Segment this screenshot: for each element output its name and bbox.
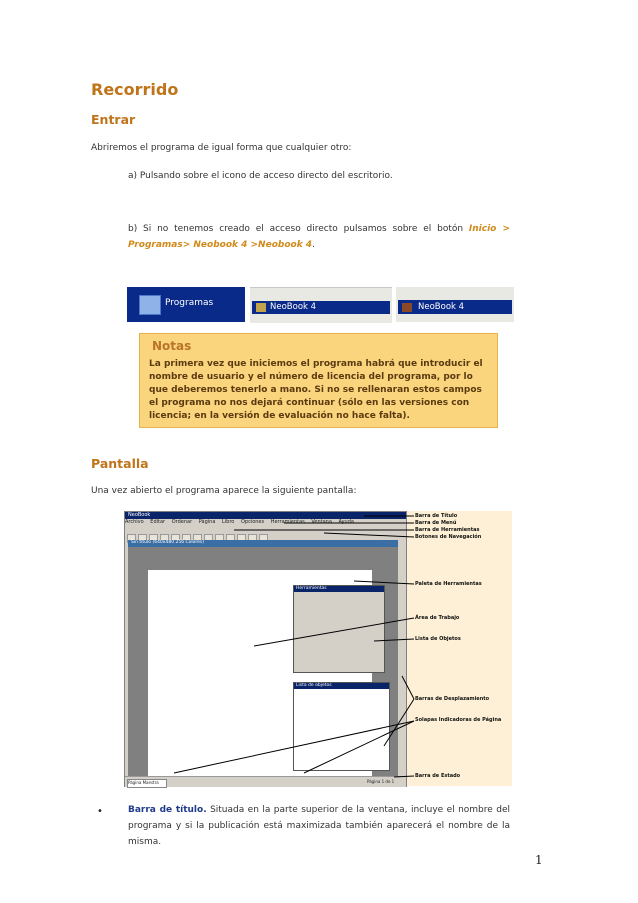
entrar-intro: Abriremos el programa de igual forma que cualquier otro:: [91, 143, 352, 153]
notes-box: [139, 333, 498, 428]
label-tools-bar: Barra de Herramientas: [415, 527, 480, 533]
annotation-arrows: [124, 511, 512, 786]
page-indicator: Página 1 de 1: [367, 779, 395, 784]
folder-icon: [256, 303, 266, 312]
notes-body: La primera vez que iniciemos el programa habrá que introducir el nombre de usuario y el número de licencia del programa, por lo que deberemos tenerlo a mano. Si no se rellenaran estos campos el programa no nos dejará continuar (sólo en las versiones con licencia; en la versión de evaluación no hace falta).: [149, 359, 483, 421]
label-tool-palette: Paleta de Herramientas: [415, 581, 482, 587]
label-nav-buttons: Botones de Navegación: [415, 534, 482, 540]
label-page-tabs: Solapas Indicadoras de Página: [415, 717, 502, 723]
menu-pagina: Página: [198, 519, 216, 525]
menu-ventana: Ventana: [311, 519, 332, 525]
bullet-term: Barra de título.: [128, 805, 207, 815]
neobook-screenshot: [124, 511, 512, 786]
menu-item-label: NeoBook 4: [418, 302, 465, 312]
label-object-list: Lista de Objetos: [415, 636, 461, 642]
menu-opciones: Opciones: [240, 519, 265, 525]
pantalla-intro: Una vez abierto el programa aparece la siguiente pantalla:: [91, 486, 357, 496]
page-heading: Recorrido: [91, 80, 179, 99]
entrar-step-a: a) Pulsando sobre el icono de acceso directo del escritorio.: [128, 171, 393, 181]
menu-archivo: Archivo: [125, 519, 144, 525]
entrar-step-b: [128, 221, 510, 253]
palette-title: Herramientas: [296, 586, 327, 591]
section-title-entrar: Entrar: [91, 112, 136, 127]
menu-libro: Libro: [222, 519, 235, 525]
menu-item-label: NeoBook 4: [270, 302, 317, 312]
label-title-bar: Barra de Título: [415, 513, 458, 519]
window-title: NeoBook: [128, 512, 151, 518]
bullet-marker: •: [97, 806, 103, 817]
object-list-title: Lista de objetos: [296, 683, 332, 688]
folder-icon: [139, 295, 161, 315]
step-b-end: .: [312, 240, 315, 250]
step-b-path: Inicio > Programas> Neobook 4 >Neobook 4: [128, 224, 510, 250]
document-title: Sin título (640x480 256 Colores): [131, 540, 205, 545]
label-menu-bar: Barra de Menú: [415, 520, 457, 526]
step-b-prefix: b) Si no tenemos creado el acceso directo pulsamos sobre el botón: [128, 224, 464, 234]
page-number: 1: [535, 853, 543, 867]
bullet-text: Situada en la parte superior de la ventana, incluye el nombre del programa y si la publicación está maximizada también aparecerá el nombre de la misma.: [128, 805, 510, 847]
bullet-item: [128, 802, 510, 850]
notes-title: Notas: [152, 339, 192, 353]
label-status-bar: Barra de Estado: [415, 773, 461, 779]
menu-herramientas: Herramientas: [270, 519, 305, 525]
menu-ayuda: Ayuda: [338, 519, 354, 525]
menu-image-neobook-app: [396, 287, 514, 322]
menu-item-label: Programas: [165, 298, 214, 308]
book-icon: [402, 303, 412, 312]
page-tab: Página Maestra: [127, 779, 167, 788]
section-title-pantalla: Pantalla: [91, 456, 149, 471]
menu-editar: Editar: [150, 519, 166, 525]
label-work-area: Área de Trabajo: [415, 615, 460, 621]
menu-image-programas: [127, 287, 245, 322]
menu-ordenar: Ordenar: [171, 519, 193, 525]
label-scroll-bars: Barras de Desplazamiento: [415, 696, 490, 702]
menu-image-neobook-folder: [250, 287, 392, 323]
